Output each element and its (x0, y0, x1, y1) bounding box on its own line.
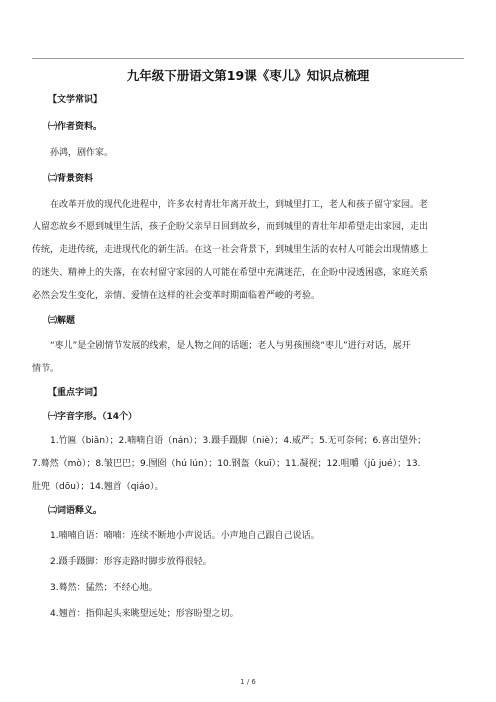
definition-line: 1.喃喃自语：喃喃：连续不断地小声说话。小声地自己跟自己说话。 (50, 531, 320, 541)
paragraph-line: 的迷失、精神上的失落，在农村留守家园的人可能在希望中充满迷茫，在企盼中浸透困惑，家庭关系 (32, 268, 429, 278)
paragraph-line: 在改革开放的现代化进程中，许多农村青壮年离开故土，到城里打工，老人和孩子留守家园。老 (50, 200, 429, 210)
section-heading-literature: 【文学常识】 (48, 95, 103, 105)
paragraph-line: “枣儿”是全剧情节发展的线索，是人物之间的话题；老人与男孩围绕“枣儿”进行对话，展开 (50, 341, 411, 351)
definition-line: 4.翘首：指仰起头来眺望远处；形容盼望之切。 (50, 609, 239, 619)
subheading-background: ㈡背景资料 (48, 174, 94, 184)
vocab-line: 肚兜（dōu）；14.翘首（qiáo）。 (32, 482, 164, 492)
page-title: 九年级下册语文第19课《枣儿》知识点梳理 (126, 68, 370, 83)
paragraph-line: 传统，走进传统，走进现代化的新生活。在这一社会背景下，到城里生活的农村人可能会出现情感上 (32, 245, 429, 255)
subheading-title-analysis: ㈢解题 (48, 316, 76, 326)
definition-line: 2.蹑手蹑脚：形容走路时脚步放得很轻。 (50, 557, 212, 567)
header-rule (32, 58, 464, 59)
paragraph-line: 必然会发生变化，亲情、爱情在这样的社会变革时期面临着严峻的考验。 (32, 291, 321, 301)
vocab-line: 1.竹匾（biǎn）；2.喃喃自语（nán）；3.蹑手蹑脚（niè）；4.威严；5.无可奈何；6.喜出望外； (50, 436, 427, 446)
subheading-pronunciation: ㈠字音字形。（14个） (48, 412, 138, 422)
author-text: 孙鸿，剧作家。 (50, 148, 114, 158)
paragraph-line: 情节。 (32, 364, 60, 374)
definition-line: 3.蓦然：猛然；不经心地。 (50, 583, 158, 593)
section-heading-vocabulary: 【重点字词】 (48, 388, 103, 398)
subheading-author: ㈠作者资料。 (48, 122, 103, 132)
subheading-definitions: ㈡词语释义。 (48, 506, 103, 516)
page-number: 1 / 6 (240, 678, 256, 686)
paragraph-line: 人留恋故乡不愿到城里生活，孩子企盼父亲早日回到故乡，而到城里的青壮年却希望走出家园，走出 (32, 222, 429, 232)
vocab-line: 7.蓦然（mò）；8.皱巴巴；9.囫囵（hú lún）；10.钢盔（kuī）；11.凝视；12.咀嚼（jǔ jué）；13. (32, 459, 421, 469)
